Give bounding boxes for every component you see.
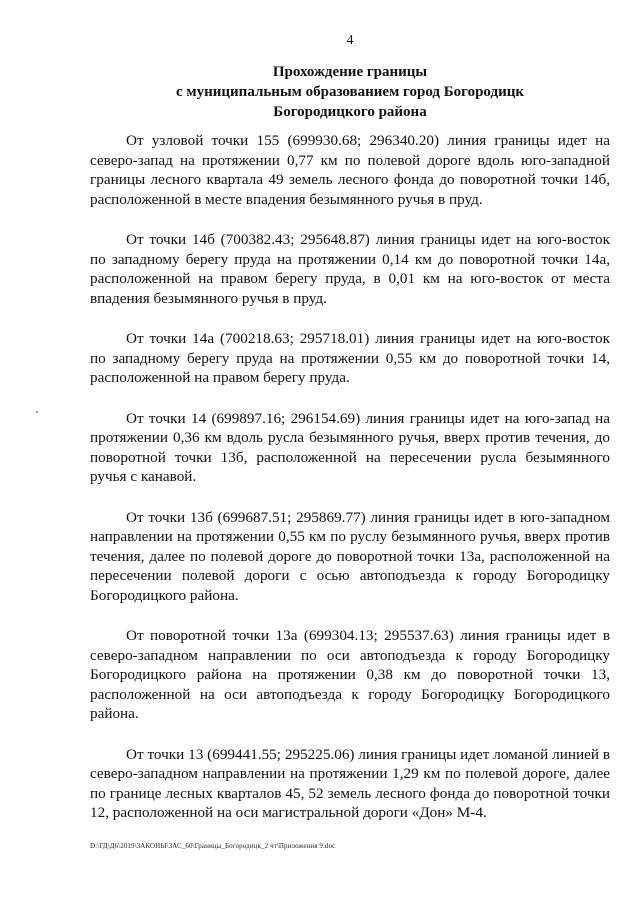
paragraph-point-14: От точки 14 (699897.16; 296154.69) линия границы идет на юго-запад на протяжении 0,36 км вдоль русла безымянного ручья, вверх против течения, до поворотной точки 13б, расположенной на пересечении русла безымянного ручья с канавой. [90,409,610,485]
paragraph-point-13: От точки 13 (699441.55; 295225.06) линия границы идет ломаной линией в северо-западном направлении на протяжении 1,29 км по полевой дороге, далее по границе лесных кварталов 45, 52 земель лесного фонда до поворотной точки 12, расположенной на оси магистральной дороги «Дон» М-4. [90,745,610,821]
paragraph-point-13b: От точки 13б (699687.51; 295869.77) линия границы идет в юго-западном направлении на протяжении 0,55 км по руслу безымянного ручья, вверх против течения, далее по полевой дороге до поворотной точки 13а, расположенной на пересечении полевой дороги с осью автоподъезда к городу Богородицку Богородицкого района. [90,508,610,604]
title-line-2: с муниципальным образованием город Богородицк [175,84,525,100]
title-line-1: Прохождение границы [272,64,428,80]
scan-speck [36,411,38,413]
page-number: 4 [346,33,354,48]
paragraph-point-13a: От поворотной точки 13а (699304.13; 295537.63) линия границы идет в северо-западном направлении по оси автоподъезда к городу Богородицку Богородицкого района на протяжении 0,38 км до поворотной точки 13, расположенной на оси автоподъезда к городу Богородицку Богородицкого района. [90,627,610,722]
paragraph-point-14b: От точки 14б (700382.43; 295648.87) линия границы идет на юго-восток по западному берегу пруда на протяжении 0,14 км до поворотной точки 14а, расположенной на правом берегу пруда, в 0,01 км на юго-восток от места впадения безымянного ручья в пруд. [90,231,610,307]
paragraph-point-155: От узловой точки 155 (699930.68; 296340.20) линия границы идет на северо-запад на протяжении 0,77 км по полевой дороге вдоль юго-западной границы лесного квартала 49 земель лесного фонда до поворотной точки 14б, расположенной в месте впадения безымянного ручья в пруд. [90,132,610,208]
document-body [90,131,610,844]
document-title [90,62,610,122]
title-line-3: Богородицкого района [273,104,427,120]
file-path-footer: D:\ГД\Д6\2019\ЗАКОНЫ\ЗАС_60\Границы_Богородицк_2 чт\Приложения 9.doc [90,842,336,850]
paragraph-point-14a: От точки 14а (700218.63; 295718.01) линия границы идет на юго-восток по западному берегу пруда на протяжении 0,55 км до поворотной точки 14, расположенной на правом берегу пруда. [90,330,610,386]
